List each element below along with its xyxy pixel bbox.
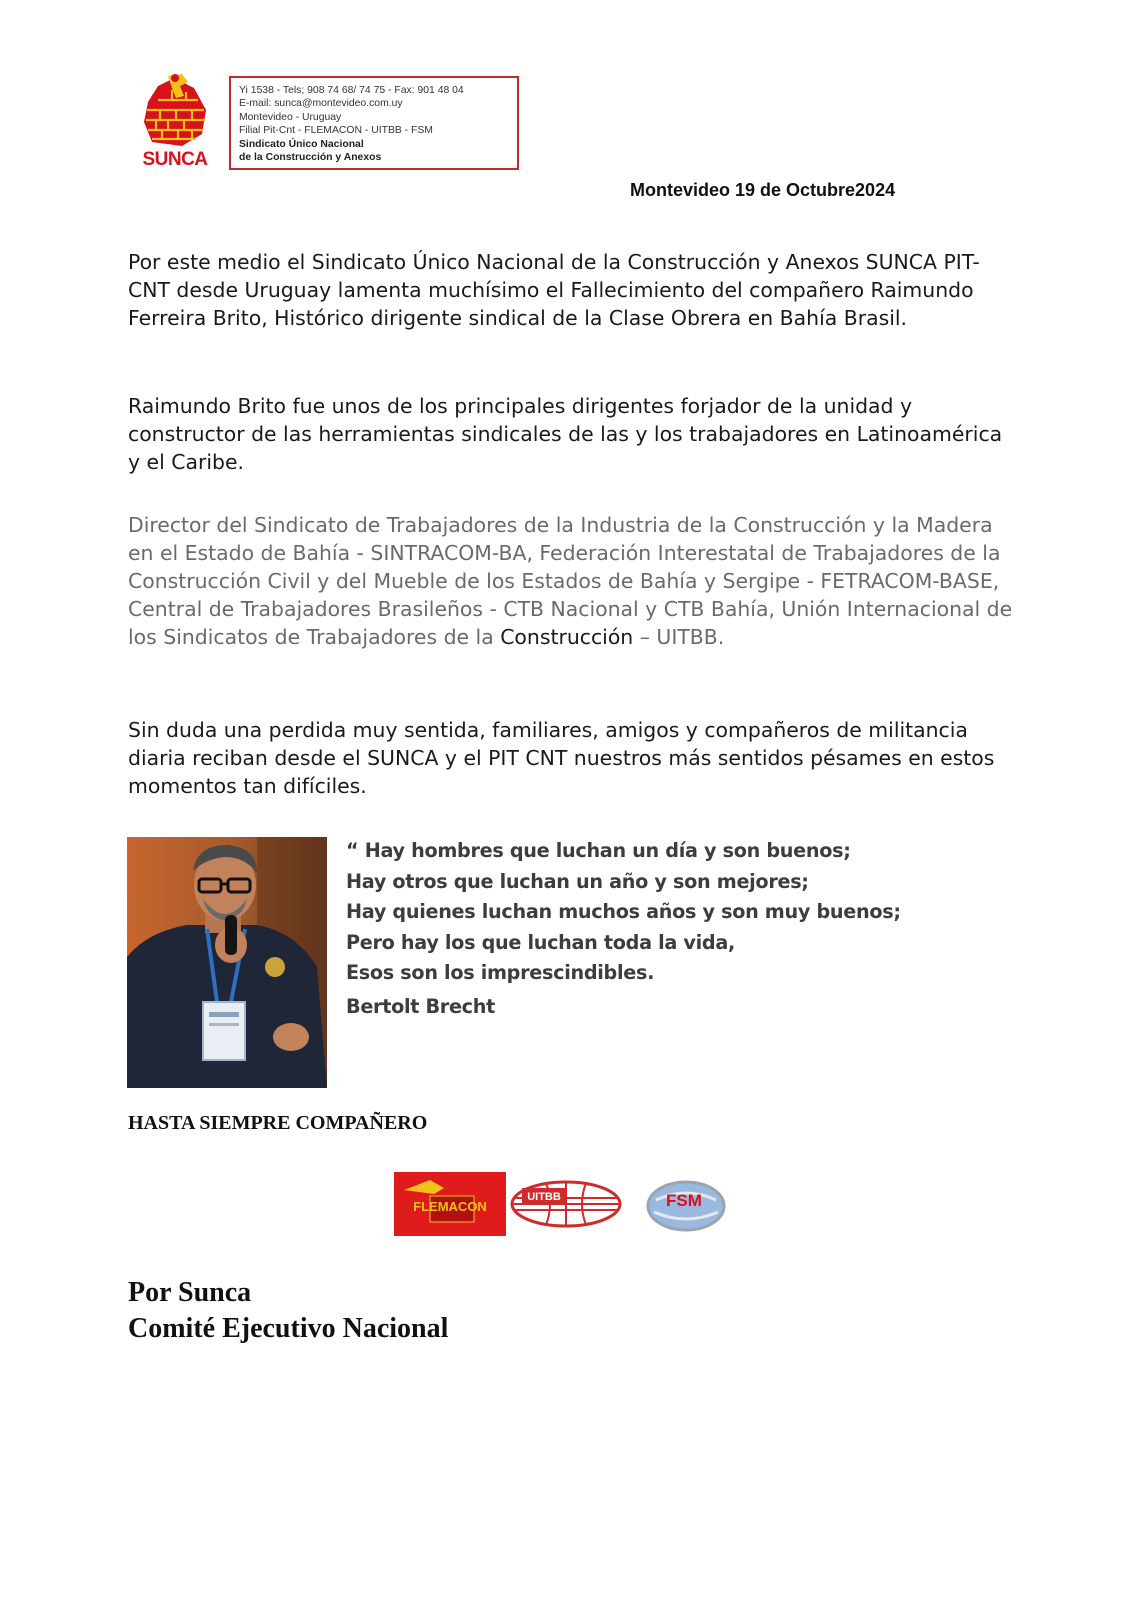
affiliation-logos-strip (394, 1172, 739, 1240)
union-name-line-1: Sindicato Único Nacional (239, 138, 364, 150)
contact-info-box (229, 76, 519, 170)
quote-line-5: Esos son los imprescindibles. (346, 961, 655, 984)
contact-affiliation-line: Filial Pit-Cnt - FLEMACON - UITBB - FSM (239, 125, 433, 137)
contact-address-line: Yi 1538 - Tels; 908 74 68/ 74 75 - Fax: 901 48 04 (239, 85, 464, 96)
flemacon-logo-text: FLEMACON (413, 1199, 487, 1214)
uitbb-logo (512, 1182, 620, 1226)
quote-author: Bertolt Brecht (346, 994, 495, 1018)
farewell-heading: HASTA SIEMPRE COMPAÑERO (128, 1112, 428, 1134)
signature-line-1: Por Sunca (128, 1277, 252, 1308)
quote-line-4: Pero hay los que luchan toda la vida, (346, 930, 735, 954)
paragraph-positions-main: Director del Sindicato de Trabajadores de la Industria de la Construcción y la Madera en el Estado de Bahía - SINTRACOM-BA, Federación Interestatal de Trabajadores de la Construcción Civil y del Mueble de los Estados de Bahía y Sergipe - FETRACOM-BASE, Central de Trabajadores Brasileños - CTB Nacional y CTB Bahía, Unión Internacional de los Sindicatos de Trabajadores de la (128, 513, 1013, 649)
flemacon-logo (394, 1172, 506, 1236)
sunca-logo-text: SUNCA (142, 149, 208, 170)
letter-date: Montevideo 19 de Octubre2024 (630, 180, 896, 200)
uitbb-logo-text: UITBB (527, 1191, 561, 1203)
signature-block (128, 1275, 448, 1347)
paragraph-positions-end: – UITBB. (633, 625, 725, 649)
quote-line-3: Hay quienes luchan muchos años y son muy buenos; (346, 900, 901, 923)
affiliation-logos (394, 1172, 739, 1240)
paragraph-sympathy: Sin duda una perdida muy sentida, familiares, amigos y compañeros de militancia diaria reciban desde el SUNCA y el PIT CNT nuestros más sentidos pésames en estos momentos tan difíciles. (128, 718, 995, 798)
contact-email-line: E-mail: sunca@montevideo.com.uy (239, 98, 403, 110)
paragraph-positions (128, 511, 1013, 651)
contact-city-line: Montevideo - Uruguay (239, 111, 342, 123)
brecht-quote (346, 836, 986, 1022)
sunca-logo (138, 72, 212, 172)
quote-line-1: “ Hay hombres que luchan un día y son buenos; (346, 839, 851, 862)
union-name-line-2: de la Construcción y Anexos (239, 152, 382, 164)
raimundo-brito-photo (127, 837, 327, 1088)
paragraph-condolence: Por este medio el Sindicato Único Nacional de la Construcción y Anexos SUNCA PIT- CNT desde Uruguay lamenta muchísimo el Fallecimiento del compañero Raimundo Ferreira Brito, Histórico dirigente sindical de la Clase Obrera en Bahía Brasil. (128, 250, 980, 330)
sunca-brick-emblem-icon (138, 72, 212, 150)
fsm-logo (648, 1182, 724, 1230)
paragraph-tribute: Raimundo Brito fue unos de los principales dirigentes forjador de la unidad y constructor de las herramientas sindicales de las y los trabajadores en Latinoamérica y el Caribe. (128, 394, 1003, 474)
signature-line-2: Comité Ejecutivo Nacional (128, 1313, 449, 1344)
quote-line-2: Hay otros que luchan un año y son mejores; (346, 869, 809, 893)
speaker-portrait-illustration (127, 837, 327, 1088)
fsm-logo-text: FSM (666, 1191, 702, 1210)
paragraph-positions-highlight: Construcción (500, 625, 634, 649)
